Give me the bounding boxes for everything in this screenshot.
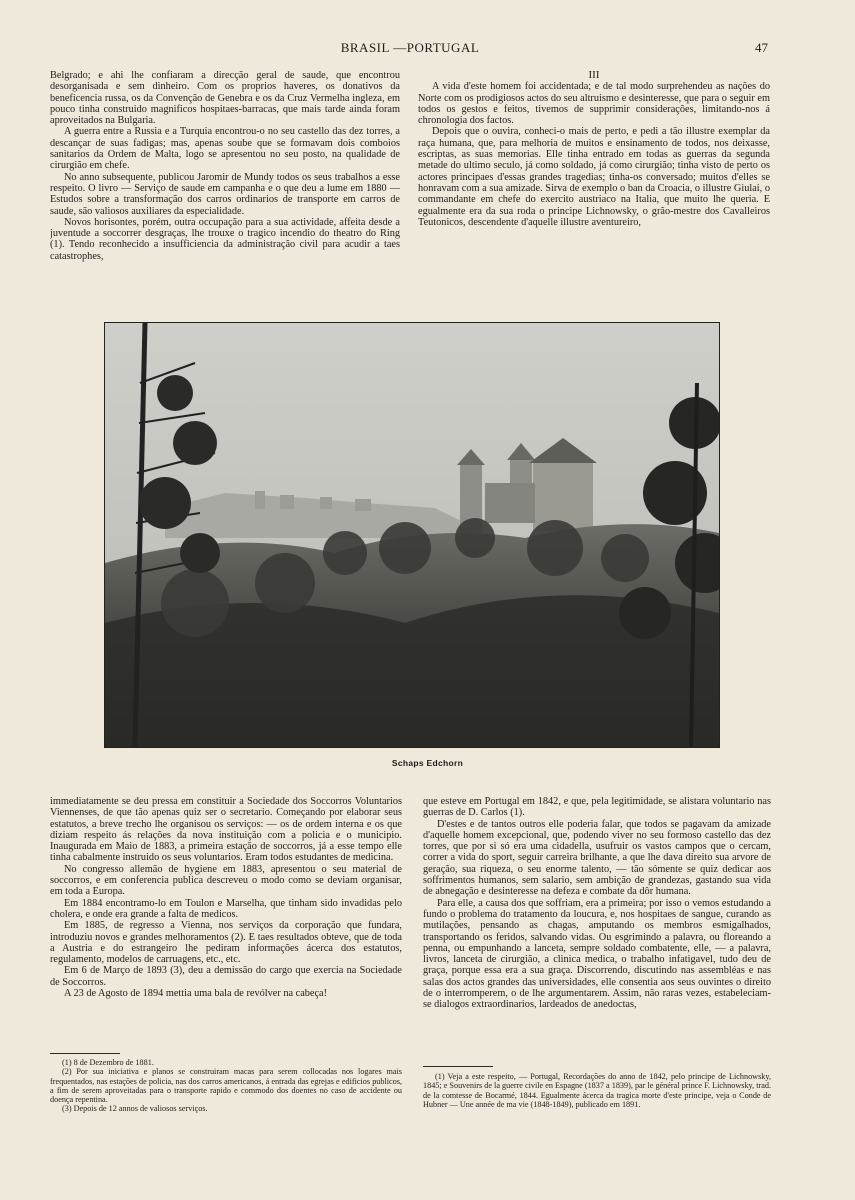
column-top-right	[418, 70, 770, 300]
footnote-rule	[50, 1053, 120, 1054]
running-head	[0, 40, 855, 56]
column-bottom-right	[423, 796, 771, 1046]
paragraph: Em 1885, de regresso a Vienna, nos serviços da corporação que fundara, introduziu novos e grandes melhoramentos (2). E taes resultados obteve, que de toda a Austria e do estrangeiro lhe pediram informações ácerca dos estatutos, regulamento, modelos de carruagens, etc., etc.	[50, 920, 402, 966]
paragraph: Depois que o ouvira, conheci-o mais de perto, e pedi a tão illustre exemplar da raça humana, que, para melhoria de muitos e ensinamento de todos, nos deixasse, escriptas, as suas memorias. Elle tinha entrado em todas as guerras da segunda metade do ultimo seculo, já como soldado, já como cirurgião; tinha visto de perto os actores principaes d'essas grandes tragedias; tinha-os conversado; muitos d'elles se honravam com a sua amizade. Sirva de exemplo o ban da Croacia, o illustre Giulai, o commandante em chefe do exercito austriaco na Italia, que muito lhe queria. E egualmente era da sua roda o principe Lichnowsky, o grão-mestre dos Cavalleiros Teutonicos, descendente d'aquelle illustre aventureiro,	[418, 126, 770, 228]
footnote: (3) Depois de 12 annos de valiosos serviços.	[62, 1104, 208, 1114]
section-numeral: III	[588, 70, 600, 81]
footnotes-right	[423, 1072, 771, 1109]
paragraph: Novos horisontes, porém, outra occupação para a sua actividade, affeita desde a juventude a soccorrer desgraças, lhe trouxe o tragico incendio do theatro do Ring (1). Tendo reconhecido a insufficiencia da administração civil para acudir a taes catastrophes,	[50, 216, 400, 262]
paragraph: immediatamente se deu pressa em constituir a Sociedade dos Soccorros Voluntarios Viennenses, de que tão apenas quiz ser o secretario. Começando por elaborar seus estatutos, a breve trecho lhe organisou os serviços: — os de ordem interna e os que diziam respeito ás relações da nova instituição com a policia e o municipio. Inaugurada em Maio de 1883, a primeira estação de soccorros, já a esse tempo elle tinha cabalmente instruido os seus voluntarios. Eram todos estudantes de medicina.	[50, 796, 402, 864]
running-title: BRASIL —PORTUGAL	[340, 40, 480, 55]
footnote: (2) Por sua iniciativa e planos se construiram macas para serem collocadas nos logares mais frequentados, nas estações de policia, nas dos carros americanos, á entrada das egrejas e edificios publicos, a fim de serem aproveitadas para o transporte rapido e commodo dos doentes no caso de accidente ou doença repentina.	[50, 1067, 402, 1105]
castle-photograph	[104, 322, 720, 748]
paragraph: Para elle, a causa dos que soffriam, era a primeira; por isso o vemos estudando a fundo o problema do tratamento da loucura, e, nos hospitaes de sangue, curando as mutilações, pensando as chagas, amputando os membros esmigalhados, transportando os feridos, salvando vidas. Ou esgrimindo a palavra, ou floreando a penna, ou empunhando a lanceta, sempre soldado combatente, elle, — a palavra, livros, lanceta de cirurgião, a clinica medica, o trabalho infatigavel, tudo deu de graça, porque essa era a sua graça. Discorrendo, discutindo nas assembléas e nas salas dos actos grandes das universidades, elle consentia aos seus ouvintes o direito de o interromperem, o de lhe argumentarem. Assim, não raras vezes, estabeleciam-se dialogos extraordinarios, lardeados de anedoctas,	[423, 897, 771, 1011]
paragraph: Em 6 de Março de 1893 (3), deu a demissão do cargo que exercia na Sociedade de Soccorros.	[50, 965, 402, 988]
paragraph: que esteve em Portugal em 1842, e que, pela legitimidade, se alistara voluntario nas guerras de D. Carlos (1).	[423, 796, 771, 819]
footnotes-left	[50, 1058, 402, 1114]
paragraph: D'estes e de tantos outros elle poderia falar, que todos se pagavam da amizade d'aquelle homem excepcional, que, podendo viver no seu formoso castello das dez torres, que por si só era uma cidadella, usufruir os vastos campos que o cercam, correr a vida do sport, seguir carreira brilhante, a que lhe dava direito sua arvore de geração, sua riqueza, o seu enorme talento, — tão sómente se quiz dedicar aos soffrimentos humanos, sem salario, sem ambição de grandezas, gastando sua vida de abnegação e desinteresse na defeza e combate da dôr humana.	[423, 818, 771, 898]
footnote: (1) 8 de Dezembro de 1881.	[62, 1058, 154, 1067]
column-bottom-left	[50, 796, 402, 1036]
footnote: (1) Veja a este respeito, — Portugal, Recordações do anno de 1842, pelo principe de Lichnowsky, 1845; e Souvenirs de la guerre civile en Espagne (1837 a 1839), par le général prince F. Lichnowsky, trad. de la comtesse de Bocarmé, 1844. Egualmente ácerca da tragica morte d'este principe, veja o Conde de Hubner — Une année de ma vie (1848-1849), publicado em 1891.	[423, 1072, 771, 1109]
footnote-rule	[423, 1066, 493, 1067]
landscape-illustration	[105, 323, 719, 747]
paragraph: Em 1884 encontramo-lo em Toulon e Marselha, que tinham sido invadidas pelo cholera, e onde era grande a falta de medicos.	[50, 897, 402, 920]
page-number: 47	[755, 40, 768, 55]
paragraph: A vida d'este homem foi accidentada; e de tal modo surprehendeu as nações do Norte com os prodigiosos actos do seu altruismo e desinteresse, que para o seguir em todos os gestos e feitos, tivemos de supprimir considerações, limitando-nos á chronologia dos factos.	[418, 81, 770, 127]
paragraph: No congresso allemão de hygiene em 1883, apresentou o seu material de soccorros, e em conferencia publica descreveu o modo como se deviam organisar, em toda a Europa.	[50, 863, 402, 898]
paragraph: Belgrado; e ahi lhe confiaram a direcção geral de saude, que encontrou desorganisada e sem dinheiro. Com os proprios haveres, os donativos da beneficencia russa, os da Convenção de Genebra e os da Cruz Vermelha ingleza, em pouco tinha construido magnificos hospitaes-barracas, que mais tarde ainda foram aproveitados na Bulgaria.	[50, 70, 400, 127]
paragraph: No anno subsequente, publicou Jaromir de Mundy todos os seus trabalhos a esse respeito. O livro — Serviço de saude em campanha e o que deu a lume em 1880 — Estudos sobre a transformação dos carros ordinarios de transporte em carros de saude, são valiosos auxiliares da especialidade.	[50, 171, 400, 217]
paragraph: A 23 de Agosto de 1894 mettia uma bala de revólver na cabeça!	[64, 988, 328, 1000]
paragraph: A guerra entre a Russia e a Turquia encontrou-o no seu castello das dez torres, a descançar de suas fadigas; mas, apenas soube que se formavam dois comboios sanitarios da Ordem de Malta, logo se apresentou no seu posto, na qualidade de cirurgião em chefe.	[50, 126, 400, 172]
photo-caption: Schaps Edchorn	[391, 758, 464, 768]
column-top-left	[50, 70, 400, 292]
